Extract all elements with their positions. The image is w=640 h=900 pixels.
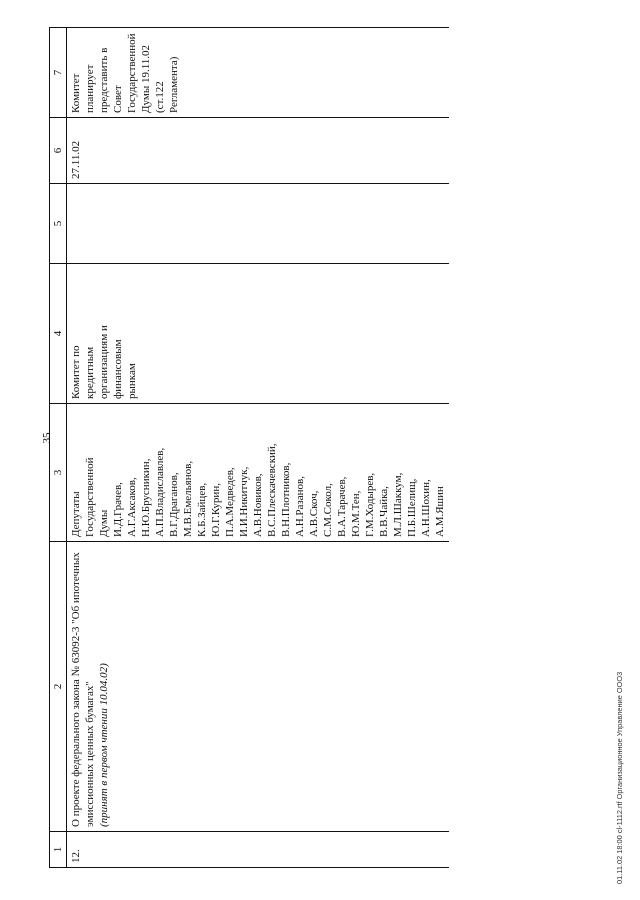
author-name: И.Д.Грачев, [112,482,124,537]
author-name: П.А.Медведев, [224,467,236,537]
note-line: представить в Совет [98,47,124,113]
col-header-7: 7 [50,28,67,118]
author-name: А.В.Новиков, [252,473,264,537]
note-line: (ст.122 Регламента) [154,56,180,113]
note-line: Комитет планирует [70,64,96,113]
author-name: А.Н.Разанов, [294,476,306,537]
row-number-cell [67,832,450,868]
author-name: М.В.Емельянов, [182,460,194,537]
author-name: Ю.М.Тен, [350,490,362,537]
authors-intro-line: Депутаты [70,491,82,537]
col-header-3: 3 [50,404,67,542]
committee-line: организациям и [98,325,110,399]
authors-intro-line: Государственной [84,457,96,537]
author-name: В.С.Плескачевский, [266,443,278,537]
author-name: А.Н.Шохин, [420,479,432,537]
notes-cell [67,28,450,118]
header-row [50,28,67,868]
topic-cell [67,542,450,832]
committee-line: финансовым [112,339,124,399]
date-cell [67,118,450,184]
author-name: А.Г.Аксаков, [126,477,138,537]
author-name: И.И.Никитчук, [238,466,250,537]
footer [614,640,626,884]
author-name: С.М.Сокол, [322,483,334,537]
author-name: В.Н.Плотников, [280,462,292,537]
footer-text: 01.11.02 18:00 сl-1112.rtf Организационное Управление ООО3 [615,671,624,884]
col-header-1: 1 [50,832,67,868]
author-name: А.В.Скоч, [308,490,320,537]
author-name: Н.Ю.Брусникин, [140,458,152,537]
authors-cell [67,404,450,542]
table-row [67,28,450,868]
col5-cell [67,184,450,264]
author-name: М.Л.Шаккум, [392,472,404,537]
committee-line: кредитным [84,346,96,399]
author-name: Ю.Г.Курин, [210,483,222,537]
bill-title: О проекте федерального закона № 63092-3 "Об ипотечных эмиссионных ценных бумагах" [70,552,96,827]
col-header-2: 2 [50,542,67,832]
note-line: Думы 19.11.02 [140,44,152,113]
committee-line: рынкам [126,363,138,399]
col-header-6: 6 [50,118,67,184]
authors-intro-line: Думы [98,509,110,537]
row-number: 12. [70,849,82,863]
bill-reading-note: (принят в первом чтении 10.04.02) [98,663,110,827]
bills-table [49,27,449,868]
author-name: В.Г.Драганов, [168,472,180,537]
author-name: В.В.Чайка, [378,486,390,537]
col-header-5: 5 [50,184,67,264]
col-header-4: 4 [50,264,67,404]
author-name: В.А.Тарачев, [336,476,348,537]
table-container [49,28,549,868]
author-name: П.Б.Шелищ, [406,478,418,537]
author-name: К.Б.Зайцев, [196,482,208,537]
committee-line: Комитет по [70,345,82,399]
author-name: А.П.Владиславлев, [154,447,166,537]
author-name: А.М.Яшин [434,486,446,537]
page-number: 35 [41,432,53,444]
author-name: Г.М.Ходырев, [364,472,376,537]
note-line: Государственной [126,33,138,113]
date-value: 27.11.02 [70,140,82,179]
committee-cell [67,264,450,404]
